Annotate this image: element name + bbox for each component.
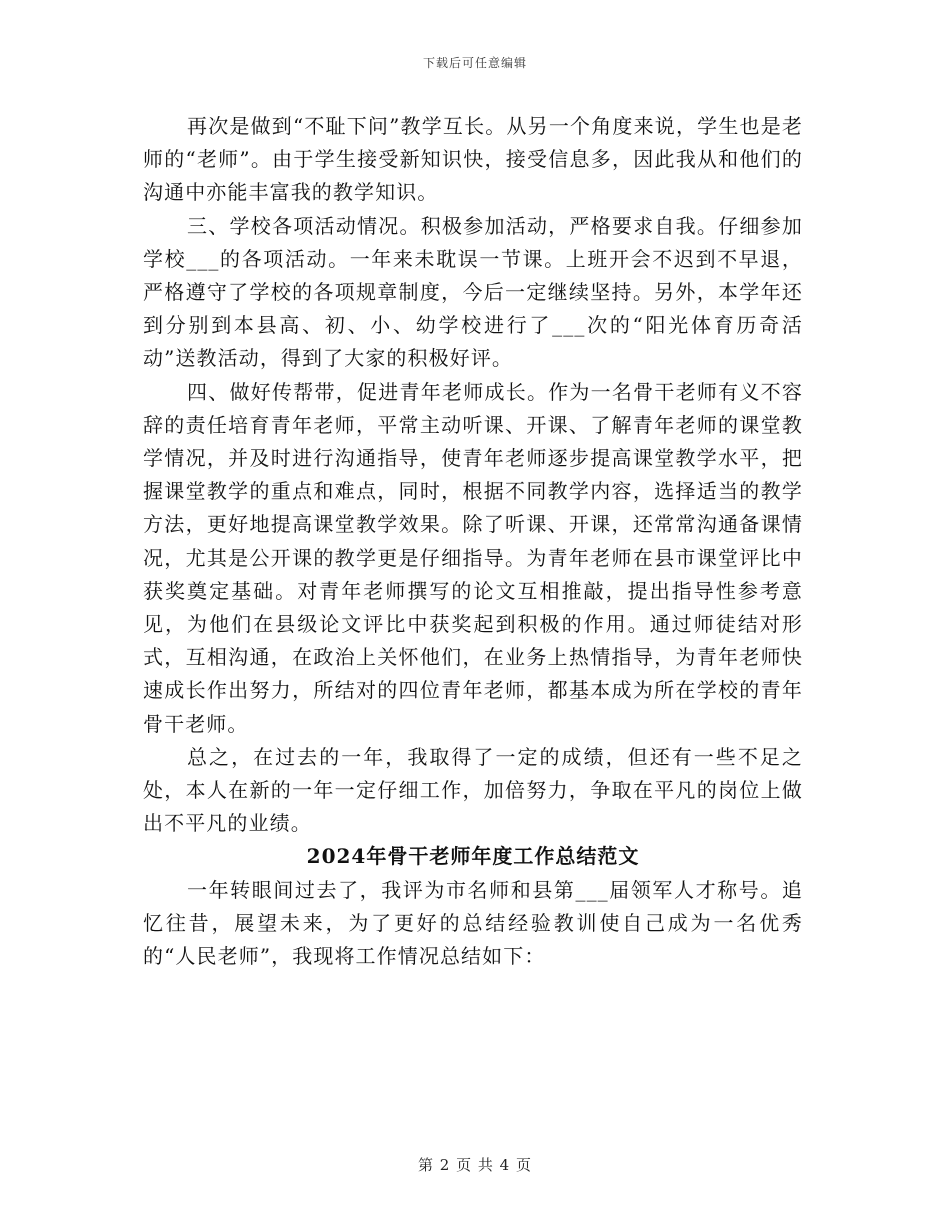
- paragraph-intro: 一年转眼间过去了，我评为市名师和县第___届领军人才称号。追忆往昔，展望未来，为了更好的总结经验教训使自己成为一名优秀的“人民老师”，我现将工作情况总结如下：: [143, 877, 803, 969]
- section-title: 2024年骨干老师年度工作总结范文: [306, 844, 640, 869]
- paragraph-mentoring: 四、做好传帮带，促进青年老师成长。作为一名骨干老师有义不容辞的责任培育青年老师，平常主动听课、开课、了解青年老师的课堂教学情况，并及时进行沟通指导，使青年老师逐步提高课堂教学水平，把握课堂教学的重点和难点，同时，根据不同教学内容，选择适当的教学方法，更好地提高课堂教学效果。除了听课、开课，还常常沟通备课情况，尤其是公开课的教学更是仔细指导。为青年老师在县市课堂评比中获奖奠定基础。对青年老师撰写的论文互相推敲，提出指导性参考意见，为他们在县级论文评比中获奖起到积极的作用。通过师徒结对形式，互相沟通，在政治上关怀他们，在业务上热情指导，为青年老师快速成长作出努力，所结对的四位青年老师，都基本成为所在学校的青年骨干老师。: [143, 379, 803, 736]
- page-footer: 第 2 页 共 4 页: [418, 1156, 532, 1174]
- paragraph-mutual-learning: 再次是做到“不耻下问”教学互长。从另一个角度来说，学生也是老师的“老师”。由于学生接受新知识快，接受信息多，因此我从和他们的沟通中亦能丰富我的教学知识。: [143, 114, 803, 205]
- header-note: 下载后可任意编辑: [422, 56, 527, 70]
- paragraph-school-activities: 三、学校各项活动情况。积极参加活动，严格要求自我。仔细参加学校___的各项活动。一年来未耽误一节课。上班开会不迟到不早退，严格遵守了学校的各项规章制度，今后一定继续坚持。另外，本学年还到分别到本县高、初、小、幼学校进行了___次的“阳光体育历奇活动”送教活动，得到了大家的积极好评。: [143, 213, 803, 371]
- paragraph-conclusion: 总之，在过去的一年，我取得了一定的成绩，但还有一些不足之处，本人在新的一年一定仔细工作，加倍努力，争取在平凡的岗位上做出不平凡的业绩。: [143, 744, 803, 836]
- document-body: [143, 110, 803, 973]
